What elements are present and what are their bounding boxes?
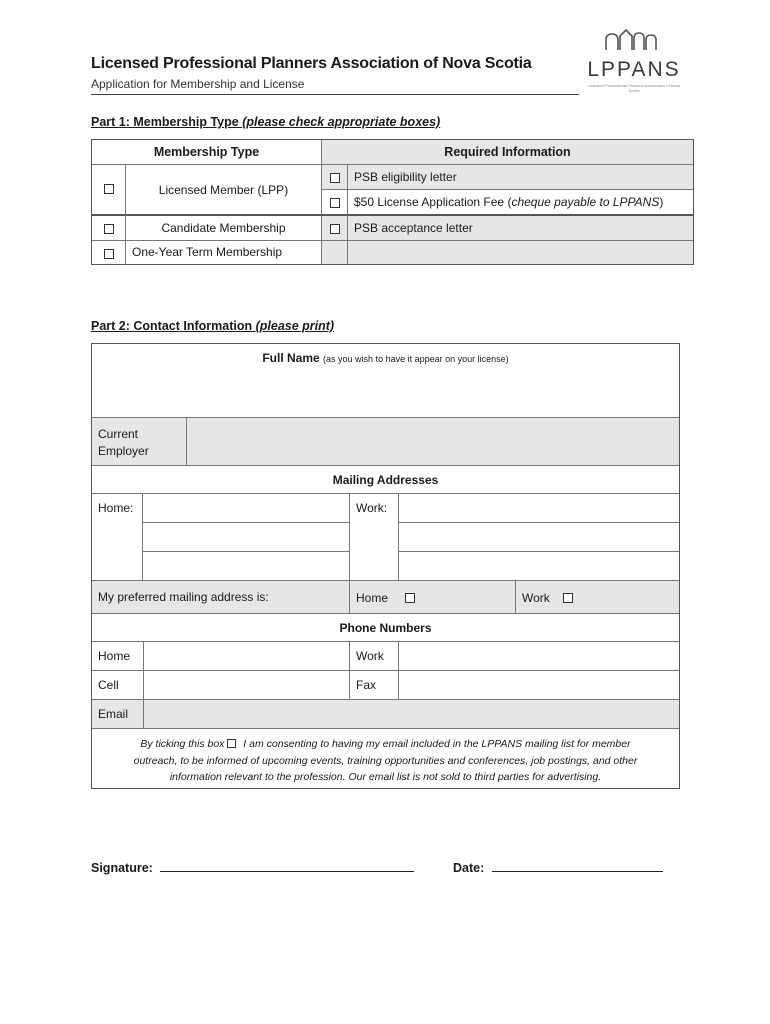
phone-home-label: Home xyxy=(92,641,143,670)
license-fee-checkbox-cell[interactable] xyxy=(321,189,347,214)
employer-label xyxy=(92,417,186,465)
email-input[interactable] xyxy=(143,699,679,728)
full-name-label: Full Name xyxy=(262,351,320,365)
full-name-field[interactable] xyxy=(92,344,679,417)
psb-acceptance-label: PSB acceptance letter xyxy=(347,214,693,240)
membership-type-header: Membership Type xyxy=(153,145,260,159)
license-fee-text: $50 License Application Fee ( xyxy=(354,195,512,209)
part2-heading xyxy=(91,319,334,333)
preferred-home-checkbox[interactable] xyxy=(405,593,415,603)
employer-label-line1: Current xyxy=(98,427,139,441)
license-fee-cheque-note: cheque payable to LPPANS xyxy=(511,195,660,209)
consent-line2: outreach, to be informed of upcoming events, training opportunities and conferences, job postings, and other xyxy=(133,754,638,767)
work-address-label: Work: xyxy=(349,493,398,580)
employer-label-line2: Employer xyxy=(98,444,149,458)
phone-numbers-heading: Phone Numbers xyxy=(92,613,679,641)
home-address-label: Home: xyxy=(92,493,142,580)
phone-fax-input[interactable] xyxy=(398,670,679,699)
candidate-membership-label: Candidate Membership xyxy=(125,214,321,240)
signature-label: Signature: xyxy=(91,861,153,875)
licensed-member-label: Licensed Member (LPP) xyxy=(125,164,321,214)
preferred-mailing-label: My preferred mailing address is: xyxy=(92,580,349,613)
psb-acceptance-checkbox-cell[interactable] xyxy=(321,214,347,240)
preferred-home-option[interactable] xyxy=(349,580,515,613)
part1-heading-note: (please check appropriate boxes) xyxy=(242,115,441,129)
employer-input[interactable] xyxy=(186,417,679,465)
preferred-work-checkbox[interactable] xyxy=(563,593,573,603)
licensed-member-checkbox-cell[interactable] xyxy=(92,164,125,214)
signature-line[interactable] xyxy=(160,859,414,872)
logo-tagline: Licensed Professional Planners Association of Nova Scotia xyxy=(587,83,681,93)
header-divider xyxy=(91,94,579,95)
candidate-checkbox[interactable] xyxy=(104,224,114,234)
phone-work-label: Work xyxy=(349,641,398,670)
contact-table xyxy=(91,343,680,789)
part2-heading-text: Part 2: Contact Information xyxy=(91,319,253,333)
logo-wordmark: LPPANS xyxy=(587,58,681,81)
consent-line1: I am consenting to having my email included in the LPPANS mailing list for member xyxy=(243,738,631,750)
email-consent-block xyxy=(92,728,679,788)
one-year-term-checkbox-cell[interactable] xyxy=(92,240,125,264)
one-year-term-label: One-Year Term Membership xyxy=(125,240,321,264)
phone-work-input[interactable] xyxy=(398,641,679,670)
licensed-member-checkbox[interactable] xyxy=(104,184,114,194)
psb-eligibility-label: PSB eligibility letter xyxy=(347,164,693,189)
one-year-term-empty-info xyxy=(347,240,693,264)
email-consent-checkbox[interactable] xyxy=(227,739,236,748)
license-fee-close: ) xyxy=(659,195,664,209)
license-fee-checkbox[interactable] xyxy=(330,198,340,208)
organization-title: Licensed Professional Planners Association of Nova Scotia xyxy=(91,55,532,72)
signature-field[interactable] xyxy=(91,859,414,875)
consent-line3: information relevant to the profession. Our email list is not sold to third parties for advertising. xyxy=(169,771,602,783)
candidate-checkbox-cell[interactable] xyxy=(92,214,125,240)
preferred-work-option[interactable] xyxy=(515,580,679,613)
part1-heading xyxy=(91,115,440,129)
part2-heading-note: (please print) xyxy=(255,319,335,333)
consent-prefix: By ticking this box xyxy=(140,738,225,750)
home-address-line1-input[interactable] xyxy=(142,493,349,522)
psb-acceptance-checkbox[interactable] xyxy=(330,224,340,234)
home-address-line2-input[interactable] xyxy=(142,522,349,551)
one-year-term-checkbox[interactable] xyxy=(104,249,114,259)
one-year-term-empty-check xyxy=(321,240,347,264)
work-address-line2-input[interactable] xyxy=(398,522,679,551)
phone-fax-label: Fax xyxy=(349,670,398,699)
email-label: Email xyxy=(92,699,143,728)
date-line[interactable] xyxy=(492,859,663,872)
phone-cell-input[interactable] xyxy=(143,670,349,699)
form-subtitle: Application for Membership and License xyxy=(91,77,305,91)
date-label: Date: xyxy=(453,861,485,875)
psb-eligibility-checkbox-cell[interactable] xyxy=(321,164,347,189)
phone-home-input[interactable] xyxy=(143,641,349,670)
work-address-line1-input[interactable] xyxy=(398,493,679,522)
membership-table xyxy=(91,139,694,265)
mailing-addresses-heading: Mailing Addresses xyxy=(92,465,679,493)
preferred-home-label: Home xyxy=(356,591,389,605)
preferred-work-label: Work xyxy=(522,591,550,605)
part1-heading-text: Part 1: Membership Type xyxy=(91,115,239,129)
full-name-note: (as you wish to have it appear on your license) xyxy=(323,354,509,364)
license-fee-label xyxy=(347,189,693,214)
required-info-header: Required Information xyxy=(321,140,693,164)
work-address-line3-input[interactable] xyxy=(398,551,679,580)
phone-cell-label: Cell xyxy=(92,670,143,699)
date-field[interactable] xyxy=(453,859,663,875)
home-address-line3-input[interactable] xyxy=(142,551,349,580)
psb-eligibility-checkbox[interactable] xyxy=(330,173,340,183)
